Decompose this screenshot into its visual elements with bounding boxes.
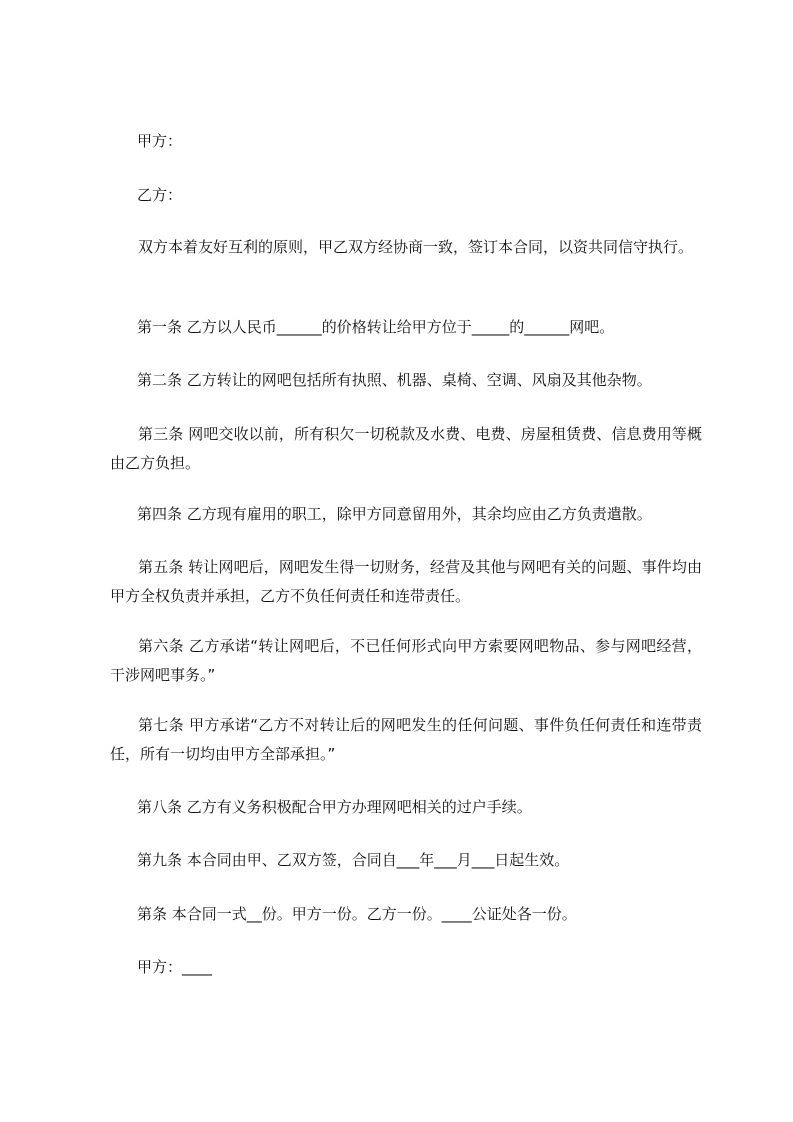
article-4: 第四条 乙方现有雇用的职工，除甲方同意留用外，其余均应由乙方负责遣散。: [137, 505, 652, 523]
article-10: 第条 本合同一式__份。甲方一份。乙方一份。____公证处各一份。: [137, 905, 577, 923]
article-1: 第一条 乙方以人民币______的价格转让给甲方位于_____的______网吧。: [137, 318, 615, 336]
article-7: 第七条 甲方承诺“乙方不对转让后的网吧发生的任何问题、事件负任何责任和连带责任，所有一切均由甲方全部承担。”: [110, 716, 702, 763]
article-2: 第二条 乙方转让的网吧包括所有执照、机器、桌椅、空调、风扇及其他杂物。: [137, 371, 652, 389]
party-a-label: 甲方：: [137, 132, 183, 150]
article-3: 第三条 网吧交收以前，所有积欠一切税款及水费、电费、房屋租赁费、信息费用等概由乙方负担。: [110, 425, 702, 472]
signature-party-a: 甲方：____: [137, 958, 213, 976]
article-5: 第五条 转让网吧后，网吧发生得一切财务，经营及其他与网吧有关的问题、事件均由甲方全权负责并承担，乙方不负任何责任和连带责任。: [110, 558, 702, 605]
article-8: 第八条 乙方有义务积极配合甲方办理网吧相关的过户手续。: [137, 798, 532, 816]
article-9: 第九条 本合同由甲、乙双方签，合同自___年___月___日起生效。: [137, 851, 570, 869]
article-6: 第六条 乙方承诺“转让网吧后，不已任何形式向甲方索要网吧物品、参与网吧经营，干涉网吧事务。”: [110, 637, 702, 684]
party-b-label: 乙方：: [137, 186, 183, 204]
preamble-paragraph: 双方本着友好互利的原则，甲乙双方经协商一致，签订本合同，以资共同信守执行。: [138, 238, 694, 256]
